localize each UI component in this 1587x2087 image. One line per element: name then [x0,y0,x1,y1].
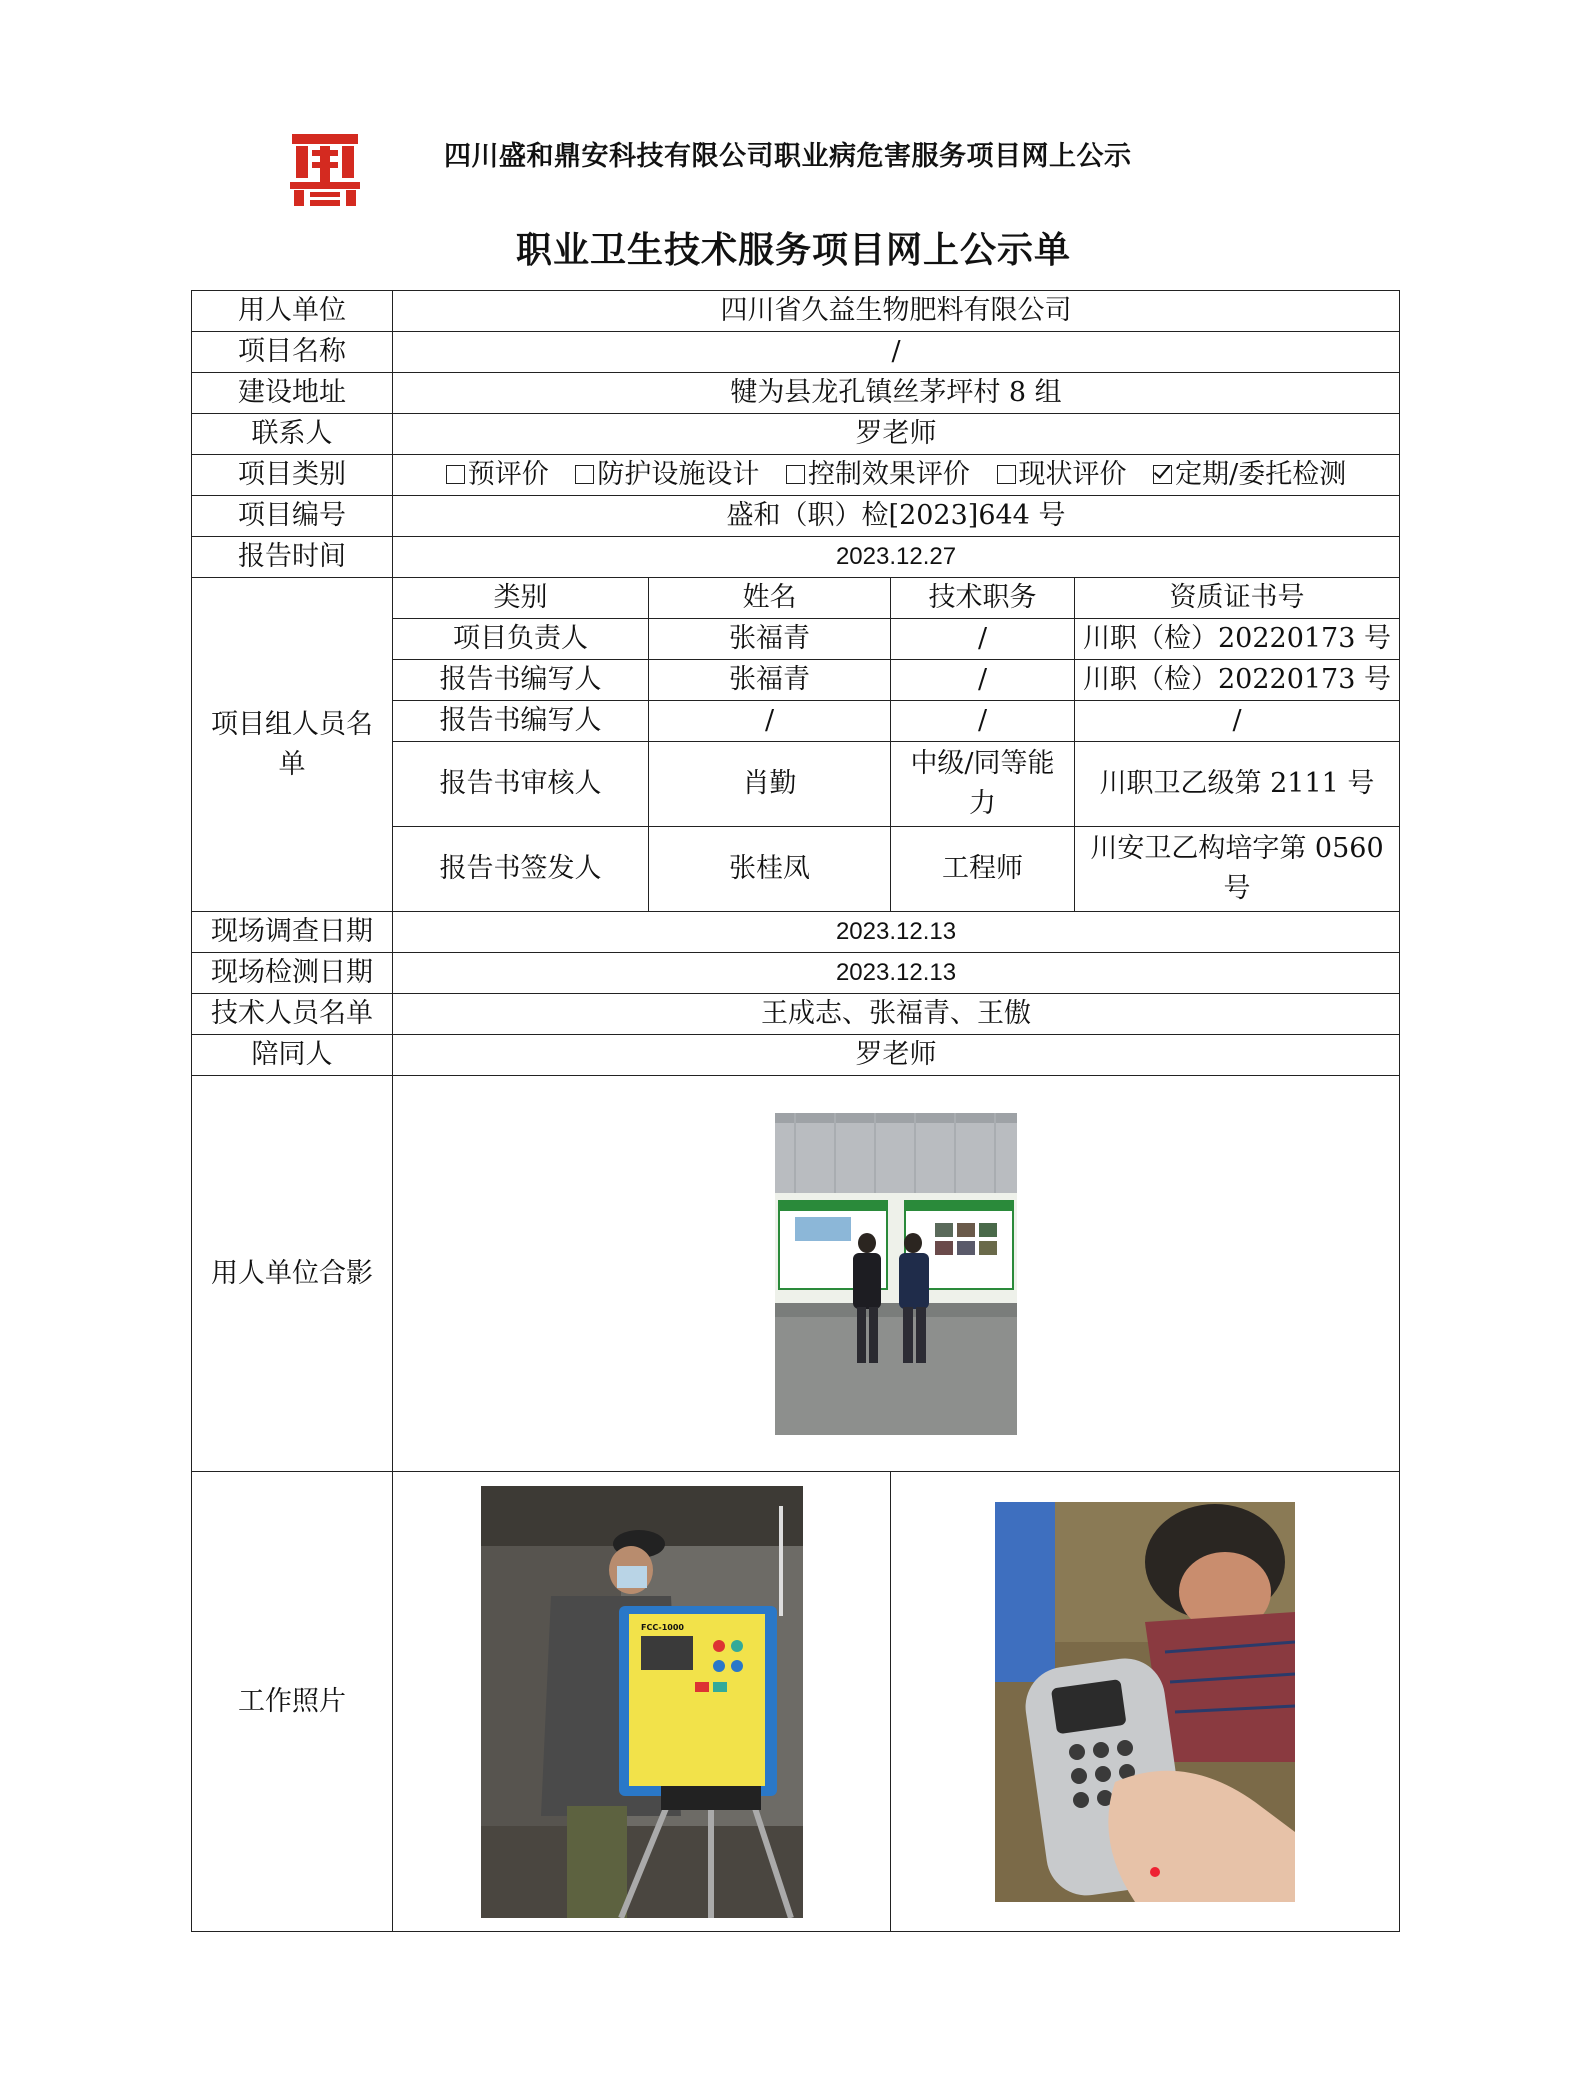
team-title: 中级/同等能力 [891,742,1075,827]
checked-checkbox-icon[interactable] [1153,465,1172,484]
checkbox-icon[interactable] [575,465,594,484]
label-group-photo: 用人单位合影 [192,1076,393,1472]
row-report-time [192,537,1400,578]
value-test-date: 2023.12.13 [393,953,1400,994]
team-cert: 川职卫乙级第 2111 号 [1075,742,1400,827]
work-photo-sampler-image [481,1486,803,1918]
team-title: 工程师 [891,827,1075,912]
row-escort [192,1035,1400,1076]
option-protection-design[interactable]: 防护设施设计 [575,459,759,490]
label-team: 项目组人员名单 [192,578,393,912]
team-name: / [649,701,891,742]
row-project-name [192,332,1400,373]
value-address: 犍为县龙孔镇丝茅坪村 8 组 [393,373,1400,414]
checkbox-icon[interactable] [997,465,1016,484]
option-pre-evaluation[interactable]: 预评价 [446,459,549,490]
value-tech-staff: 王成志、张福青、王傲 [393,994,1400,1035]
team-name: 张福青 [649,660,891,701]
team-role: 报告书审核人 [393,742,649,827]
work-photo-cell-right [891,1472,1400,1932]
value-escort: 罗老师 [393,1035,1400,1076]
team-title: / [891,701,1075,742]
team-title: / [891,619,1075,660]
label-report-time: 报告时间 [192,537,393,578]
row-address [192,373,1400,414]
value-project-no: 盛和（职）检[2023]644 号 [393,496,1400,537]
team-cert: 川职（检）20220173 号 [1075,619,1400,660]
row-contact [192,414,1400,455]
label-work-photos: 工作照片 [192,1472,393,1932]
company-title: 四川盛和鼎安科技有限公司职业病危害服务项目网上公示 [444,141,1132,172]
label-test-date: 现场检测日期 [192,953,393,994]
work-photo-cell-left [393,1472,891,1932]
row-tech-staff [192,994,1400,1035]
form-title: 职业卫生技术服务项目网上公示单 [515,229,1071,271]
group-photo-image [775,1113,1017,1435]
label-survey-date: 现场调查日期 [192,912,393,953]
team-header-role: 类别 [393,578,649,619]
team-cert: 川安卫乙构培字第 0560 号 [1075,827,1400,912]
page-header [0,120,1587,220]
value-project-name: / [393,332,1400,373]
team-name: 肖勤 [649,742,891,827]
label-escort: 陪同人 [192,1035,393,1076]
label-contact: 联系人 [192,414,393,455]
company-logo [286,128,364,208]
team-role: 报告书签发人 [393,827,649,912]
team-role: 项目负责人 [393,619,649,660]
team-header-title: 技术职务 [891,578,1075,619]
team-header-row [192,578,1400,619]
team-header-cert: 资质证书号 [1075,578,1400,619]
notice-table [191,290,1400,1932]
group-photo-cell [393,1076,1400,1472]
team-cert: / [1075,701,1400,742]
value-employer: 四川省久益生物肥料有限公司 [393,291,1400,332]
option-periodic-testing[interactable]: 定期/委托检测 [1153,459,1346,490]
row-test-date [192,953,1400,994]
team-name: 张福青 [649,619,891,660]
sampler-device-label: FCC-1000 [640,1622,684,1632]
work-photo-handheld-image [995,1502,1295,1902]
team-role: 报告书编写人 [393,660,649,701]
label-project-name: 项目名称 [192,332,393,373]
team-header-name: 姓名 [649,578,891,619]
option-status-evaluation[interactable]: 现状评价 [997,459,1127,490]
team-cert: 川职（检）20220173 号 [1075,660,1400,701]
label-tech-staff: 技术人员名单 [192,994,393,1035]
team-name: 张桂凤 [649,827,891,912]
row-project-type [192,455,1400,496]
row-survey-date [192,912,1400,953]
team-title: / [891,660,1075,701]
value-contact: 罗老师 [393,414,1400,455]
checkbox-icon[interactable] [786,465,805,484]
team-role: 报告书编写人 [393,701,649,742]
label-employer: 用人单位 [192,291,393,332]
row-work-photos [192,1472,1400,1932]
label-project-type: 项目类别 [192,455,393,496]
project-type-options [393,455,1400,496]
label-address: 建设地址 [192,373,393,414]
row-group-photo [192,1076,1400,1472]
value-report-time: 2023.12.27 [393,537,1400,578]
option-control-effect[interactable]: 控制效果评价 [786,459,970,490]
label-project-no: 项目编号 [192,496,393,537]
row-employer [192,291,1400,332]
value-survey-date: 2023.12.13 [393,912,1400,953]
row-project-no [192,496,1400,537]
checkbox-icon[interactable] [446,465,465,484]
